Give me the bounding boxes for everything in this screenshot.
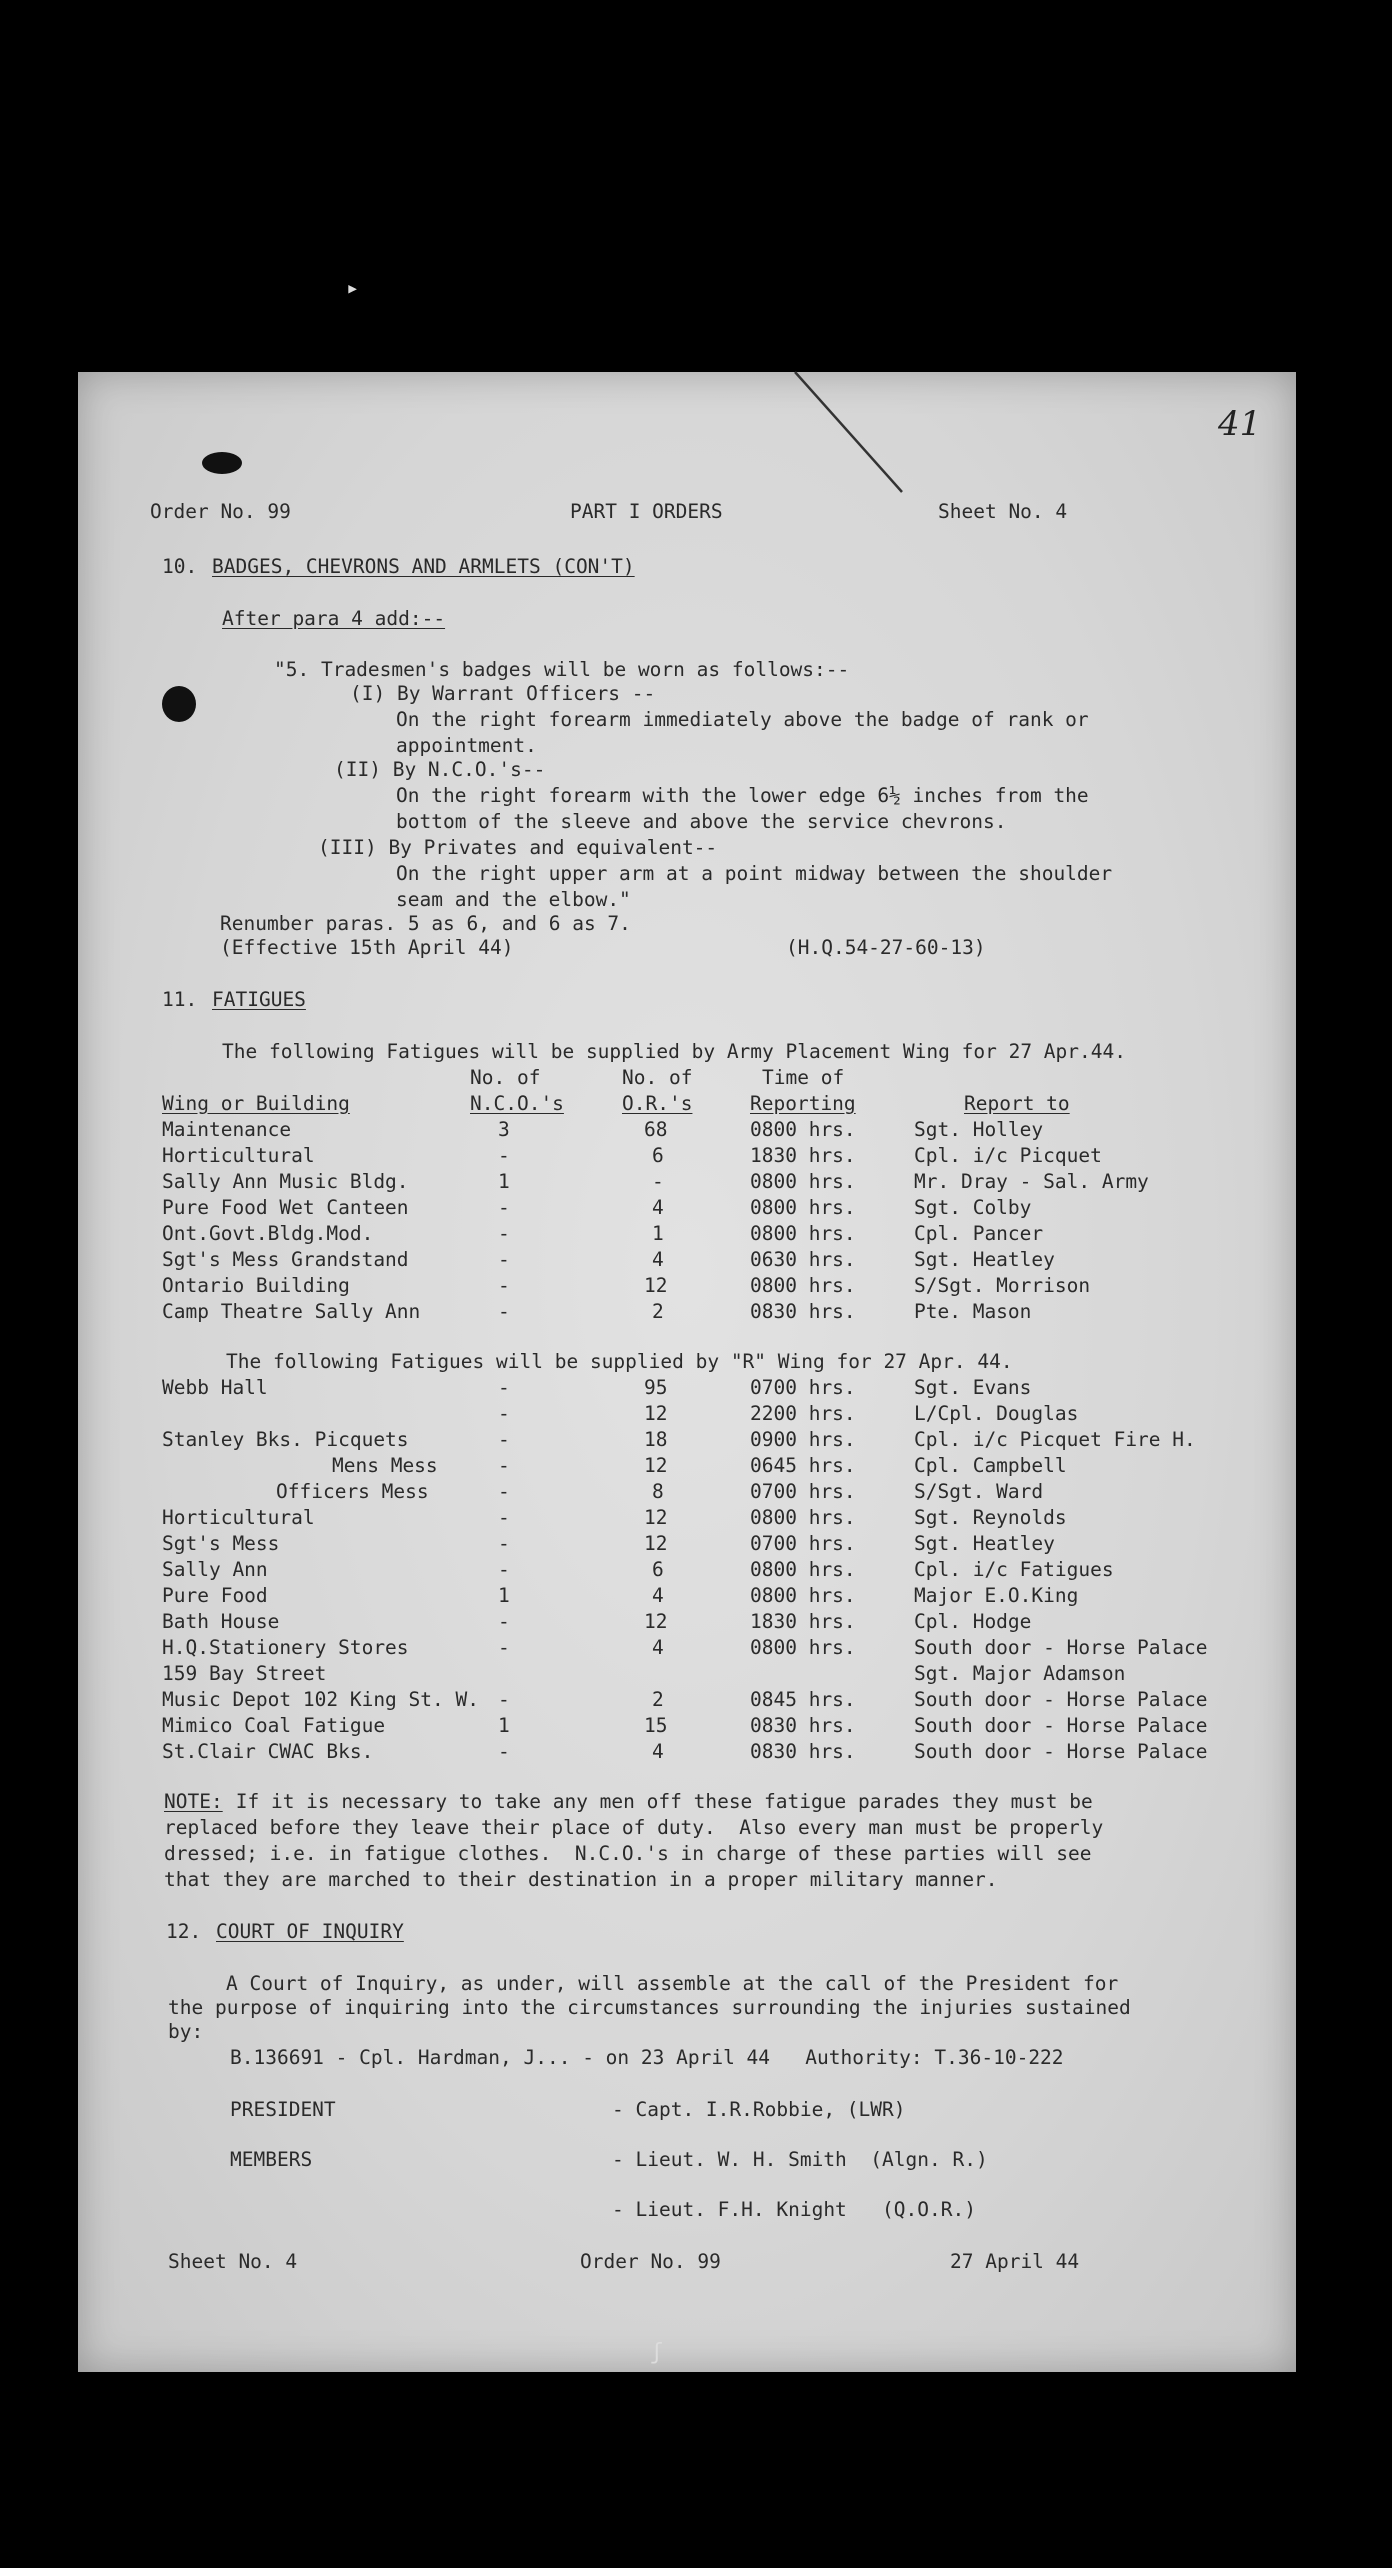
header-part-title: PART I ORDERS bbox=[570, 500, 723, 523]
cell-report-to: L/Cpl. Douglas bbox=[914, 1402, 1079, 1425]
cell-building: Horticultural bbox=[162, 1506, 315, 1529]
cell-nco: - bbox=[498, 1558, 510, 1581]
cell-time: 0830 hrs. bbox=[750, 1300, 856, 1323]
section-10-line: (III) By Privates and equivalent-- bbox=[318, 836, 718, 859]
cell-time: 0800 hrs. bbox=[750, 1222, 856, 1245]
col-header-or-top: No. of bbox=[622, 1066, 693, 1089]
note-line: If it is necessary to take any men off these fatigue parades they must be bbox=[224, 1790, 1093, 1813]
cell-report-to: Sgt. Reynolds bbox=[914, 1506, 1067, 1529]
cell-time: 0700 hrs. bbox=[750, 1532, 856, 1555]
cell-building: Pure Food bbox=[162, 1584, 268, 1607]
cell-building: H.Q.Stationery Stores bbox=[162, 1636, 409, 1659]
cell-time: 0645 hrs. bbox=[750, 1454, 856, 1477]
cell-report-to: South door - Horse Palace bbox=[914, 1714, 1208, 1737]
speck-mark: ▸ bbox=[346, 276, 360, 301]
cell-or: 15 bbox=[644, 1714, 668, 1737]
cell-or: 4 bbox=[652, 1248, 664, 1271]
col-header-wing: Wing or Building bbox=[162, 1092, 350, 1115]
cell-time: 1830 hrs. bbox=[750, 1610, 856, 1633]
cell-nco: - bbox=[498, 1376, 510, 1399]
cell-time: 0800 hrs. bbox=[750, 1274, 856, 1297]
cell-nco: - bbox=[498, 1740, 510, 1763]
cell-report-to: Cpl. Hodge bbox=[914, 1610, 1032, 1633]
col-header-nco: N.C.O.'s bbox=[470, 1092, 564, 1115]
section-10-line: On the right forearm with the lower edge 6½ inches from the bbox=[396, 784, 1089, 807]
cell-building: Sally Ann bbox=[162, 1558, 268, 1581]
section-10-line: (II) By N.C.O.'s-- bbox=[334, 758, 546, 781]
cell-building: Ontario Building bbox=[162, 1274, 350, 1297]
cell-building: Ont.Govt.Bldg.Mod. bbox=[162, 1222, 374, 1245]
cell-or: 1 bbox=[652, 1222, 664, 1245]
section-10-after-para: After para 4 add:-- bbox=[222, 607, 446, 630]
cell-time: 0800 hrs. bbox=[750, 1170, 856, 1193]
cell-or: 6 bbox=[652, 1558, 664, 1581]
pen-stroke-mark bbox=[790, 370, 910, 500]
section-10-number: 10. bbox=[162, 555, 198, 578]
cell-report-to: Cpl. Campbell bbox=[914, 1454, 1067, 1477]
cell-or: - bbox=[652, 1170, 664, 1193]
cell-or: 4 bbox=[652, 1740, 664, 1763]
cell-time: 0800 hrs. bbox=[750, 1118, 856, 1141]
section-10-line: appointment. bbox=[396, 734, 537, 757]
cell-building: Maintenance bbox=[162, 1118, 292, 1141]
cell-report-to: South door - Horse Palace bbox=[914, 1740, 1208, 1763]
fatigues-intro-1: The following Fatigues will be supplied by Army Placement Wing for 27 Apr.44. bbox=[222, 1040, 1126, 1063]
member-name: - Lieut. W. H. Smith (Algn. R.) bbox=[612, 2148, 988, 2171]
fatigues-intro-2: The following Fatigues will be supplied by "R" Wing for 27 Apr. 44. bbox=[226, 1350, 1013, 1373]
inquiry-line: A Court of Inquiry, as under, will assemble at the call of the President for bbox=[226, 1972, 1119, 1995]
cell-building: Webb Hall bbox=[162, 1376, 268, 1399]
members-label: MEMBERS bbox=[230, 2148, 313, 2171]
cell-report-to: Mr. Dray - Sal. Army bbox=[914, 1170, 1149, 1193]
cell-or: 2 bbox=[652, 1300, 664, 1323]
cell-or: 68 bbox=[644, 1118, 668, 1141]
cell-report-to: South door - Horse Palace bbox=[914, 1636, 1208, 1659]
cell-nco: - bbox=[498, 1248, 510, 1271]
cell-building: Camp Theatre Sally Ann bbox=[162, 1300, 421, 1323]
footer-order-number: Order No. 99 bbox=[580, 2250, 721, 2273]
president-name: - Capt. I.R.Robbie, (LWR) bbox=[612, 2098, 906, 2121]
col-header-time-top: Time of bbox=[762, 1066, 845, 1089]
cell-time: 0830 hrs. bbox=[750, 1714, 856, 1737]
cell-time: 0800 hrs. bbox=[750, 1558, 856, 1581]
cell-report-to: S/Sgt. Morrison bbox=[914, 1274, 1091, 1297]
section-11-title: FATIGUES bbox=[212, 988, 306, 1011]
cell-building: Music Depot 102 King St. W. bbox=[162, 1688, 479, 1711]
cell-or: 8 bbox=[652, 1480, 664, 1503]
cell-building: Horticultural bbox=[162, 1144, 315, 1167]
header-sheet-number: Sheet No. 4 bbox=[938, 500, 1068, 523]
cell-report-to: Cpl. i/c Picquet bbox=[914, 1144, 1102, 1167]
cell-nco: - bbox=[498, 1300, 510, 1323]
note-line: replaced before they leave their place of duty. Also every man must be properly bbox=[164, 1816, 1104, 1839]
col-header-nco-top: No. of bbox=[470, 1066, 541, 1089]
cell-time: 0830 hrs. bbox=[750, 1740, 856, 1763]
cell-building: Sgt's Mess Grandstand bbox=[162, 1248, 409, 1271]
speck-mark-bottom: ʃ bbox=[650, 2340, 664, 2365]
section-10-line: "5. Tradesmen's badges will be worn as follows:-- bbox=[274, 658, 850, 681]
cell-report-to: Sgt. Heatley bbox=[914, 1248, 1055, 1271]
cell-nco: - bbox=[498, 1274, 510, 1297]
cell-time: 0700 hrs. bbox=[750, 1480, 856, 1503]
cell-or: 6 bbox=[652, 1144, 664, 1167]
cell-nco: - bbox=[498, 1428, 510, 1451]
cell-nco: - bbox=[498, 1532, 510, 1555]
cell-report-to: Sgt. Evans bbox=[914, 1376, 1032, 1399]
cell-building: Stanley Bks. Picquets bbox=[162, 1428, 409, 1451]
cell-nco: - bbox=[498, 1222, 510, 1245]
cell-nco: - bbox=[498, 1196, 510, 1219]
col-header-or: O.R.'s bbox=[622, 1092, 693, 1115]
cell-building: 159 Bay Street bbox=[162, 1662, 327, 1685]
note-line: dressed; i.e. in fatigue clothes. N.C.O.'s in charge of these parties will see bbox=[164, 1842, 1092, 1865]
cell-building: Pure Food Wet Canteen bbox=[162, 1196, 409, 1219]
cell-time: 0800 hrs. bbox=[750, 1584, 856, 1607]
handwritten-page-number: 41 bbox=[1218, 404, 1262, 444]
cell-report-to: Sgt. Holley bbox=[914, 1118, 1044, 1141]
cell-report-to: Cpl. Pancer bbox=[914, 1222, 1044, 1245]
footer-sheet-number: Sheet No. 4 bbox=[168, 2250, 298, 2273]
cell-time: 0800 hrs. bbox=[750, 1506, 856, 1529]
cell-report-to: Sgt. Colby bbox=[914, 1196, 1032, 1219]
section-10-line: Renumber paras. 5 as 6, and 6 as 7. bbox=[220, 912, 631, 935]
section-10-line: On the right upper arm at a point midway between the shoulder bbox=[396, 862, 1113, 885]
cell-nco: 1 bbox=[498, 1714, 510, 1737]
cell-time: 0700 hrs. bbox=[750, 1376, 856, 1399]
punch-hole bbox=[162, 686, 196, 722]
cell-report-to: S/Sgt. Ward bbox=[914, 1480, 1044, 1503]
cell-report-to: Sgt. Major Adamson bbox=[914, 1662, 1126, 1685]
cell-report-to: Sgt. Heatley bbox=[914, 1532, 1055, 1555]
inquiry-line: by: bbox=[168, 2020, 204, 2043]
cell-time: 2200 hrs. bbox=[750, 1402, 856, 1425]
cell-or: 12 bbox=[644, 1274, 668, 1297]
cell-report-to: Cpl. i/c Fatigues bbox=[914, 1558, 1114, 1581]
cell-or: 12 bbox=[644, 1454, 668, 1477]
col-header-report-to: Report to bbox=[964, 1092, 1070, 1115]
header-order-number: Order No. 99 bbox=[150, 500, 291, 523]
cell-or: 12 bbox=[644, 1402, 668, 1425]
cell-time: 0630 hrs. bbox=[750, 1248, 856, 1271]
cell-nco: - bbox=[498, 1610, 510, 1633]
cell-or: 95 bbox=[644, 1376, 668, 1399]
cell-building: Sally Ann Music Bldg. bbox=[162, 1170, 409, 1193]
cell-report-to: Cpl. i/c Picquet Fire H. bbox=[914, 1428, 1196, 1451]
section-10-line: bottom of the sleeve and above the service chevrons. bbox=[396, 810, 1007, 833]
cell-or: 4 bbox=[652, 1584, 664, 1607]
cell-building: Mens Mess bbox=[332, 1454, 438, 1477]
cell-building: Bath House bbox=[162, 1610, 280, 1633]
cell-nco: - bbox=[498, 1144, 510, 1167]
footer-date: 27 April 44 bbox=[950, 2250, 1080, 2273]
cell-time: 0900 hrs. bbox=[750, 1428, 856, 1451]
section-10-line: (I) By Warrant Officers -- bbox=[350, 682, 656, 705]
cell-building: Officers Mess bbox=[276, 1480, 429, 1503]
cell-building: Sgt's Mess bbox=[162, 1532, 280, 1555]
cell-nco: 1 bbox=[498, 1170, 510, 1193]
cell-nco: - bbox=[498, 1688, 510, 1711]
cell-nco: - bbox=[498, 1402, 510, 1425]
section-12-number: 12. bbox=[166, 1920, 202, 1943]
cell-report-to: Pte. Mason bbox=[914, 1300, 1032, 1323]
col-header-time: Reporting bbox=[750, 1092, 856, 1115]
president-label: PRESIDENT bbox=[230, 2098, 336, 2121]
cell-or: 4 bbox=[652, 1636, 664, 1659]
cell-nco: - bbox=[498, 1636, 510, 1659]
inquiry-subject: B.136691 - Cpl. Hardman, J... - on 23 April 44 Authority: T.36-10-222 bbox=[230, 2046, 1064, 2069]
cell-nco: - bbox=[498, 1454, 510, 1477]
cell-or: 4 bbox=[652, 1196, 664, 1219]
section-11-number: 11. bbox=[162, 988, 198, 1011]
cell-nco: 1 bbox=[498, 1584, 510, 1607]
cell-nco: - bbox=[498, 1480, 510, 1503]
cell-building: St.Clair CWAC Bks. bbox=[162, 1740, 374, 1763]
cell-nco: - bbox=[498, 1506, 510, 1529]
section-10-line: (Effective 15th April 44) bbox=[220, 936, 514, 959]
section-10-title: BADGES, CHEVRONS AND ARMLETS (CON'T) bbox=[212, 555, 635, 578]
cell-time: 0800 hrs. bbox=[750, 1196, 856, 1219]
cell-or: 2 bbox=[652, 1688, 664, 1711]
cell-time: 1830 hrs. bbox=[750, 1144, 856, 1167]
cell-time: 0800 hrs. bbox=[750, 1636, 856, 1659]
section-10-line: On the right forearm immediately above the badge of rank or bbox=[396, 708, 1089, 731]
cell-building: Mimico Coal Fatigue bbox=[162, 1714, 386, 1737]
member-name: - Lieut. F.H. Knight (Q.O.R.) bbox=[612, 2198, 976, 2221]
cell-nco: 3 bbox=[498, 1118, 510, 1141]
cell-time: 0845 hrs. bbox=[750, 1688, 856, 1711]
cell-or: 12 bbox=[644, 1610, 668, 1633]
section-10-reference: (H.Q.54-27-60-13) bbox=[786, 936, 986, 959]
note-label: NOTE: bbox=[164, 1790, 223, 1813]
cell-report-to: Major E.O.King bbox=[914, 1584, 1079, 1607]
cell-or: 12 bbox=[644, 1532, 668, 1555]
inquiry-line: the purpose of inquiring into the circumstances surrounding the injuries sustained bbox=[168, 1996, 1131, 2019]
section-10-line: seam and the elbow." bbox=[396, 888, 631, 911]
section-12-title: COURT OF INQUIRY bbox=[216, 1920, 404, 1943]
cell-or: 12 bbox=[644, 1506, 668, 1529]
cell-report-to: South door - Horse Palace bbox=[914, 1688, 1208, 1711]
ink-blot bbox=[202, 452, 242, 474]
note-line: that they are marched to their destination in a proper military manner. bbox=[164, 1868, 998, 1891]
cell-or: 18 bbox=[644, 1428, 668, 1451]
